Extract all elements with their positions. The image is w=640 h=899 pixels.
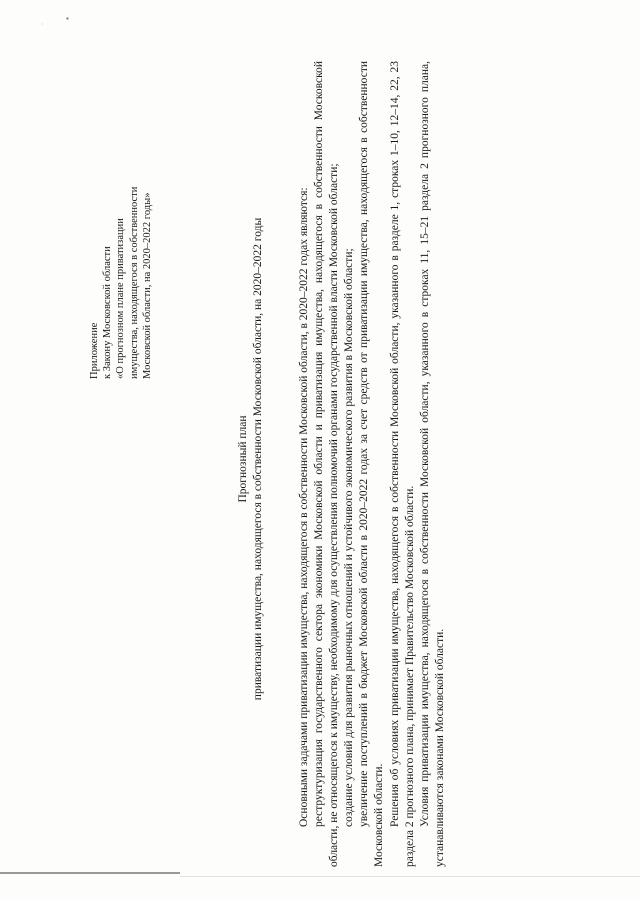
paragraph: Решения об условиях приватизации имущества, находящегося в собственности Московской области, указанного в разделе 1, строках 1–10, 12–14, 22, 23 раздела 2 прогнозного плана, принимает Правительство Московской области. (388, 61, 416, 867)
scan-speck: ▪ (66, 14, 69, 23)
appendix-line: к Закону Московской области (102, 246, 114, 379)
scan-edge-line (0, 872, 180, 874)
scan-speck: · (41, 20, 44, 29)
paragraph: создание условий для развития рыночных отношений и устойчивого экономического развития в Московской области; (343, 248, 356, 827)
paragraph: реструктуризация государственного сектора экономики Московской области и приватизация имущества, находящегося в собственности Московской области, не относящегося к имуществу, необходимому для осуществления полномочий органами государственной власти Московской области; (313, 61, 341, 867)
appendix-line: Московской области, на 2020–2022 годы» (141, 192, 153, 379)
appendix-line: Приложение (89, 322, 100, 379)
paragraph: Условия приватизации имущества, находящегося в собственности Московской области, указанного в строках 11, 15–21 раздела 2 прогнозного плана, устанавливаются законами Московской области. (418, 61, 446, 867)
appendix-note (88, 19, 154, 379)
paragraph: Основными задачами приватизации имущества, находящегося в собственности Московской области, в 2020–2022 годах являются: (298, 187, 310, 827)
paragraph: увеличение поступлений в бюджет Московской области в 2020–2022 годах за счет средств от приватизации имущества, находящегося в собственности Московской области. (358, 61, 386, 867)
scan-edge-line (180, 876, 640, 877)
document-title: Прогнозный план (237, 415, 249, 503)
document-subtitle: приватизации имущества, находящегося в собственности Московской области, на 2020–2022 годы (252, 217, 264, 701)
document-body (297, 61, 448, 867)
appendix-line: имущества, находящегося в собственности (128, 186, 140, 379)
appendix-line: «О прогнозном плане приватизации (115, 218, 127, 379)
